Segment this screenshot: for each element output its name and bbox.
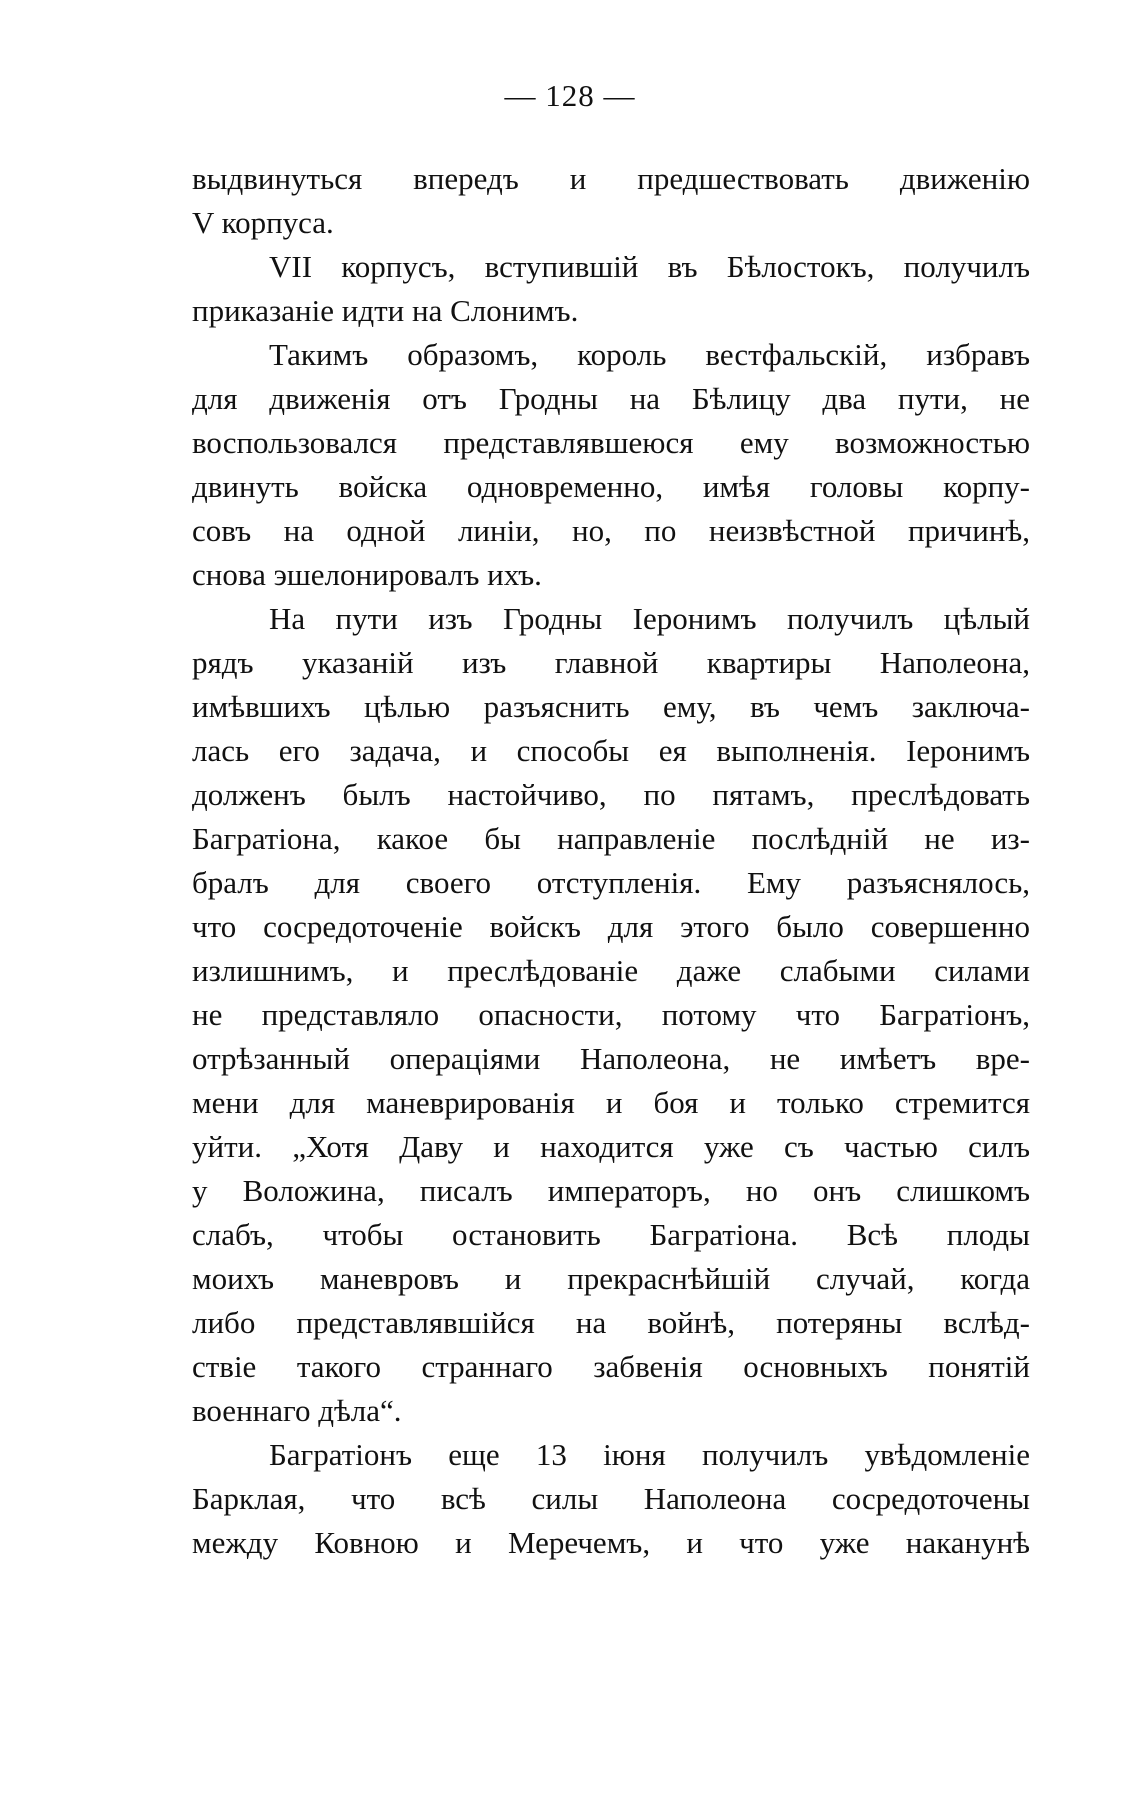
- text-line: VII корпусъ, вступившій въ Бѣлостокъ, получилъ: [269, 249, 1030, 284]
- text-line: излишнимъ, и преслѣдованіе даже слабыми силами: [192, 953, 1030, 988]
- text-line: воспользовался представлявшеюся ему возможностью: [192, 425, 1030, 460]
- text-line: Такимъ образомъ, король вестфальскій, избравъ: [269, 337, 1030, 372]
- text-line: уйти. „Хотя Даву и находится уже съ частью силъ: [192, 1129, 1030, 1164]
- text-line: ствіе такого страннаго забвенія основныхъ понятій: [192, 1349, 1030, 1384]
- text-line: моихъ маневровъ и прекраснѣйшій случай, когда: [192, 1261, 1030, 1296]
- text-line: долженъ былъ настойчиво, по пятамъ, преслѣдовать: [192, 777, 1030, 812]
- text-line: совъ на одной линіи, но, по неизвѣстной причинѣ,: [192, 513, 1030, 548]
- text-line: снова эшелонировалъ ихъ.: [192, 557, 542, 592]
- page-number: — 128 —: [504, 78, 636, 113]
- text-line: V корпуса.: [192, 205, 334, 240]
- text-line: между Ковною и Меречемъ, и что уже наканунѣ: [192, 1525, 1030, 1560]
- text-line: Барклая, что всѣ силы Наполеона сосредоточены: [192, 1481, 1030, 1516]
- text-line: бралъ для своего отступленія. Ему разъяснялось,: [192, 865, 1030, 900]
- text-line: лась его задача, и способы ея выполненія. Іеронимъ: [192, 733, 1030, 768]
- text-line: отрѣзанный операціями Наполеона, не имѣетъ вре-: [192, 1041, 1030, 1076]
- text-line: Багратіона, какое бы направленіе послѣдній не из-: [192, 821, 1030, 856]
- page-body-text: [192, 157, 1030, 1565]
- text-line: На пути изъ Гродны Іеронимъ получилъ цѣлый: [269, 601, 1030, 636]
- text-line: для движенія отъ Гродны на Бѣлицу два пути, не: [192, 381, 1030, 416]
- text-line: приказаніе идти на Слонимъ.: [192, 293, 579, 328]
- text-line: Багратіонъ еще 13 іюня получилъ увѣдомленіе: [269, 1437, 1030, 1472]
- text-line: слабъ, чтобы остановить Багратіона. Всѣ плоды: [192, 1217, 1030, 1252]
- text-line: рядъ указаній изъ главной квартиры Наполеона,: [192, 645, 1030, 680]
- text-line: выдвинуться впередъ и предшествовать движенію: [192, 161, 1030, 196]
- text-line: не представляло опасности, потому что Багратіонъ,: [192, 997, 1030, 1032]
- text-line: что сосредоточеніе войскъ для этого было совершенно: [192, 909, 1030, 944]
- text-line: двинуть войска одновременно, имѣя головы корпу-: [192, 469, 1030, 504]
- text-line: военнаго дѣла“.: [192, 1393, 402, 1428]
- text-line: имѣвшихъ цѣлью разъяснить ему, въ чемъ заключа-: [192, 689, 1030, 724]
- text-line: либо представлявшійся на войнѣ, потеряны вслѣд-: [192, 1305, 1030, 1340]
- text-line: мени для маневрированія и боя и только стремится: [192, 1085, 1030, 1120]
- text-line: у Воложина, писалъ императоръ, но онъ слишкомъ: [192, 1173, 1030, 1208]
